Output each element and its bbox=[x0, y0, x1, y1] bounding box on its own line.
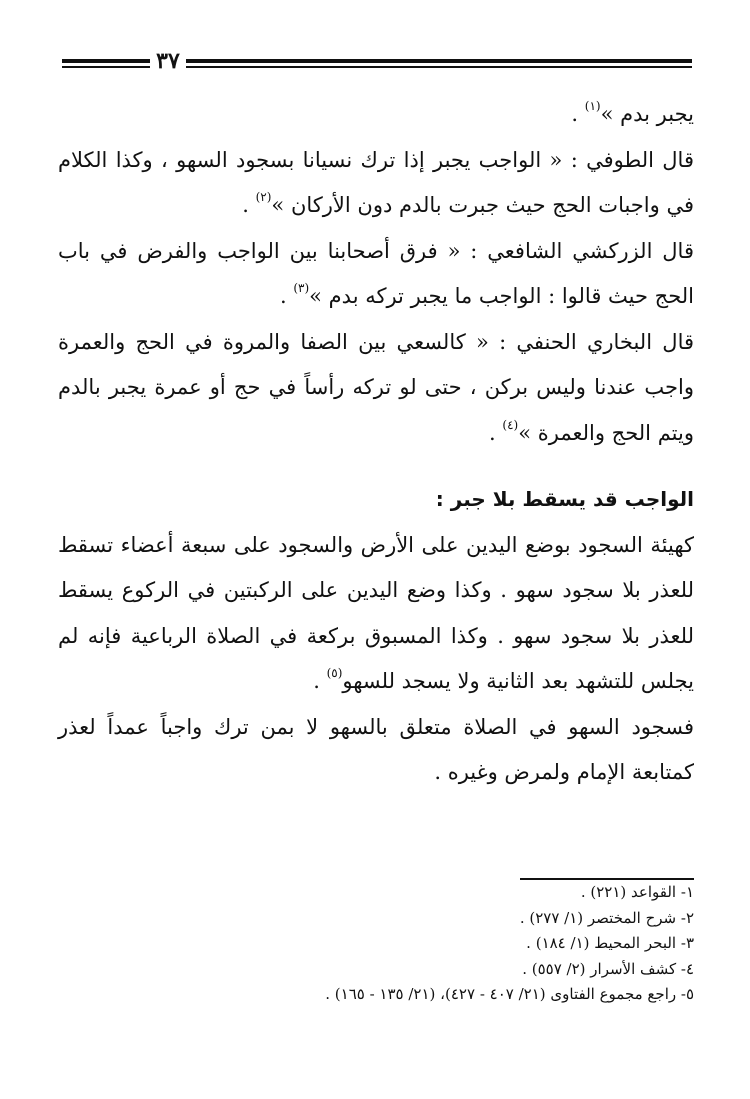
paragraph-text: قال البخاري الحنفي : « كالسعي بين الصفا والمروة في الحج والعمرة واجب عندنا وليس بركن ، حتى لو تركه رأساً في حج أو عمرة يجبر بالدم ويتم الحج والعمرة » bbox=[58, 329, 694, 445]
paragraph-zarkashi-quote bbox=[58, 229, 694, 320]
footnote-ref-4: (٤) bbox=[502, 417, 519, 432]
footnotes bbox=[58, 880, 694, 1008]
paragraph-bukhari-quote bbox=[58, 320, 694, 457]
paragraph-end: . bbox=[242, 193, 256, 217]
paragraph-tufi-quote bbox=[58, 138, 694, 229]
paragraph-text: يجبر بدم » bbox=[600, 102, 694, 126]
paragraph-end: . bbox=[571, 102, 585, 126]
page-number: ٣٧ bbox=[156, 48, 180, 74]
footnote-ref-3: (٣) bbox=[293, 281, 310, 295]
main-text bbox=[58, 92, 694, 796]
paragraph-end: . bbox=[489, 420, 503, 445]
paragraph-end: . bbox=[313, 669, 327, 693]
footnote-1: ١- القواعد (٢٢١) . bbox=[580, 883, 694, 901]
header-rule-right bbox=[186, 59, 692, 69]
paragraph-text: قال الزركشي الشافعي : « فرق أصحابنا بين الواجب والفرض في باب الحج حيث قالوا : الواجب ما يجبر تركه بدم » bbox=[58, 238, 694, 308]
footnote-5: ٥- راجع مجموع الفتاوى (٢١/ ٤٠٧ - ٤٢٧)، (٢١/ ١٣٥ - ١٦٥) . bbox=[325, 985, 694, 1003]
footnote-2: ٢- شرح المختصر (١/ ٢٧٧) . bbox=[519, 908, 694, 927]
footnote-4: ٤- كشف الأسرار (٢/ ٥٥٧) . bbox=[522, 959, 694, 978]
paragraph-1 bbox=[58, 92, 694, 138]
section-heading: الواجب قد يسقط بلا جبر : bbox=[435, 487, 694, 511]
footnote-ref-1: (١) bbox=[584, 99, 601, 113]
footnote-3: ٣- البحر المحيط (١/ ١٨٤) . bbox=[526, 934, 694, 952]
paragraph-text: قال الطوفي : « الواجب يجبر إذا ترك نسيانا بسجود السهو ، وكذا الكلام في واجبات الحج حيث جبرت بالدم دون الأركان » bbox=[58, 147, 694, 217]
header-rule-left bbox=[62, 59, 150, 69]
page-header bbox=[62, 48, 692, 74]
paragraph-text: كهيئة السجود بوضع اليدين على الأرض والسجود على سبعة أعضاء تسقط للعذر بلا سجود سهو . وكذا وضع اليدين على الركبتين في الركوع يسقط للعذر بلا سجود سهو . وكذا المسبوق بركعة في الصلاة الرباعية فإنه لم يجلس للتشهد بعد الثانية ولا يسجد للسهو bbox=[58, 532, 694, 693]
paragraph-conclusion: فسجود السهو في الصلاة متعلق بالسهو لا بمن ترك واجباً عمداً لعذر كمتابعة الإمام ولمرض وغيره . bbox=[58, 714, 694, 784]
paragraph-end: . bbox=[279, 284, 294, 308]
paragraph-sujood-example bbox=[58, 523, 694, 705]
footnote-ref-5: (٥) bbox=[326, 666, 343, 680]
footnote-ref-2: (٢) bbox=[255, 190, 272, 204]
